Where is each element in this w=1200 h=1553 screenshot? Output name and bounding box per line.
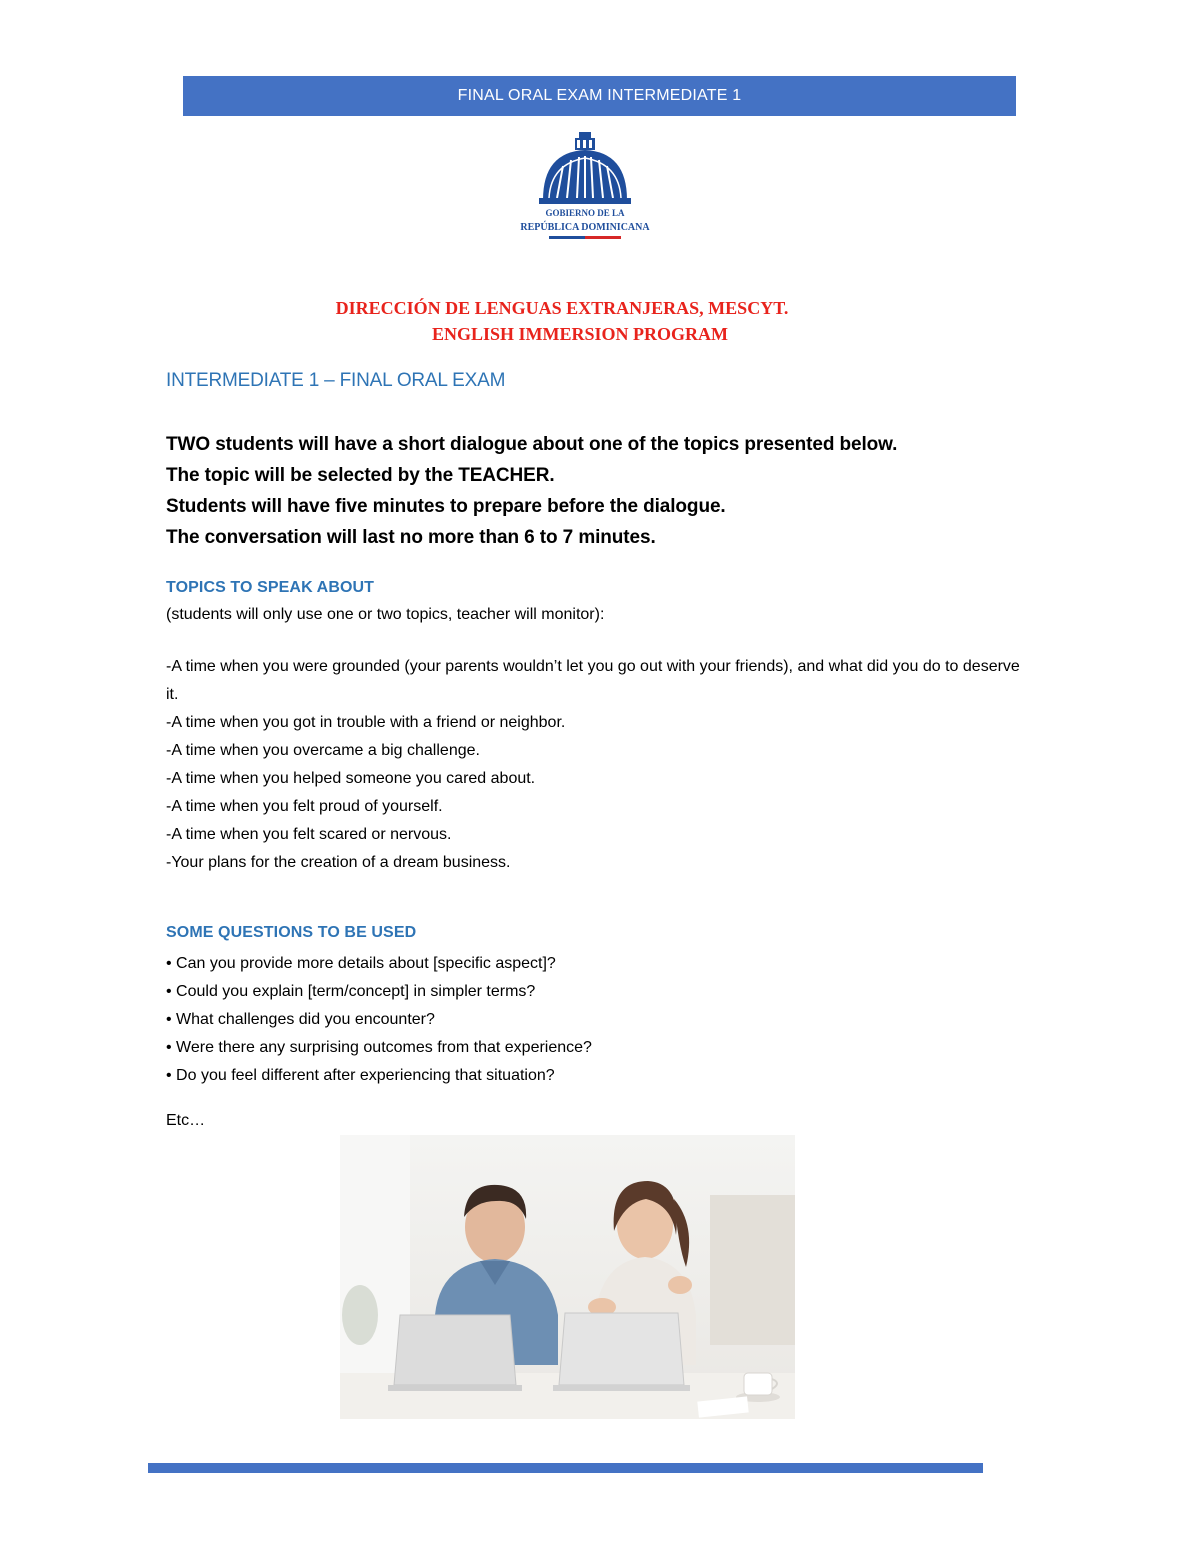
question-item: • Were there any surprising outcomes from that experience?	[166, 1039, 592, 1056]
instruction-line: TWO students will have a short dialogue about one of the topics presented below.	[166, 434, 898, 455]
questions-heading: SOME QUESTIONS TO BE USED	[166, 924, 417, 941]
header-title: FINAL ORAL EXAM INTERMEDIATE 1	[457, 87, 742, 104]
topic-item: -A time when you felt proud of yourself.	[166, 798, 443, 815]
logo-text-top: GOBIERNO DE LA	[545, 208, 625, 218]
topic-item: -A time when you overcame a big challenge.	[166, 742, 480, 759]
topic-item: -A time when you got in trouble with a friend or neighbor.	[166, 714, 566, 731]
government-logo	[497, 130, 673, 250]
instruction-line: The conversation will last no more than 6 to 7 minutes.	[166, 527, 656, 548]
institution-name: DIRECCIÓN DE LENGUAS EXTRANJERAS, MESCYT.	[335, 298, 789, 318]
topic-item: -A time when you were grounded (your parents wouldn’t let you go out with your friends), and what did you do to deserve it.	[166, 658, 1020, 703]
question-item: • What challenges did you encounter?	[166, 1011, 435, 1028]
question-item: • Do you feel different after experiencing that situation?	[166, 1067, 555, 1084]
topic-item: -A time when you helped someone you cared about.	[166, 770, 536, 787]
topics-heading: TOPICS TO SPEAK ABOUT	[166, 579, 375, 596]
instructions	[166, 429, 1046, 553]
topic-item: -A time when you felt scared or nervous.	[166, 826, 452, 843]
questions-list	[166, 950, 1026, 1090]
program-name: ENGLISH IMMERSION PROGRAM	[431, 324, 728, 344]
topics-list	[166, 653, 1026, 877]
topics-note: (students will only use one or two topics, teacher will monitor):	[166, 606, 605, 623]
etc-text: Etc…	[166, 1112, 206, 1129]
instruction-line: Students will have five minutes to prepare before the dialogue.	[166, 496, 726, 517]
header-bar	[183, 76, 1016, 116]
question-item: • Can you provide more details about [specific aspect]?	[166, 955, 556, 972]
footer-bar	[148, 1463, 983, 1473]
students-conversation-photo	[340, 1135, 795, 1419]
exam-title: INTERMEDIATE 1 – FINAL ORAL EXAM	[166, 370, 506, 391]
instruction-line: The topic will be selected by the TEACHER.	[166, 465, 555, 486]
topic-item: -Your plans for the creation of a dream business.	[166, 854, 511, 871]
question-item: • Could you explain [term/concept] in simpler terms?	[166, 983, 536, 1000]
logo-text-bottom: REPÚBLICA DOMINICANA	[520, 222, 650, 233]
